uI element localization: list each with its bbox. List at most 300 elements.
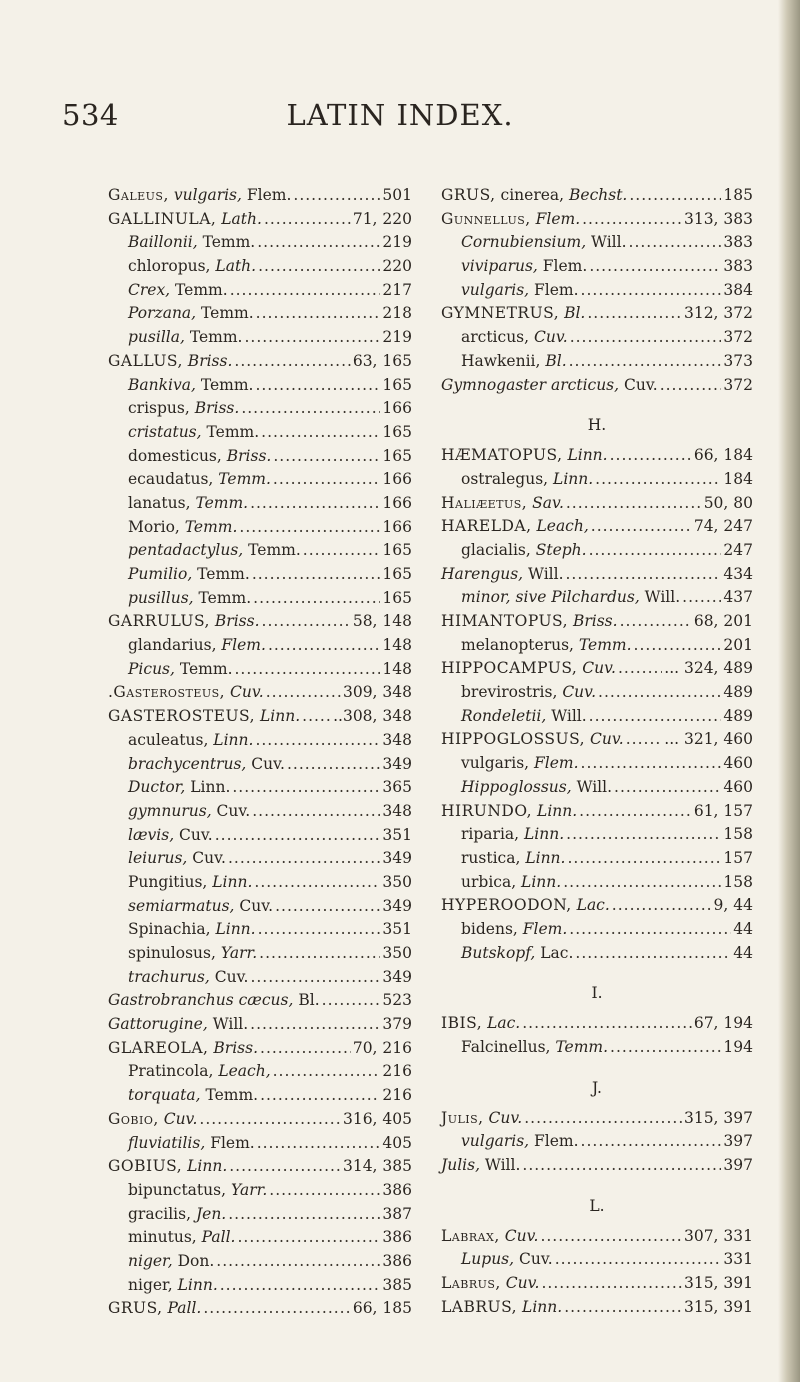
page-reference: 314, 385 — [342, 1157, 412, 1176]
entry-name: lævis, Cuv. — [128, 825, 213, 844]
page-reference: 365 — [382, 778, 412, 797]
entry-name: GALLUS, Briss. — [108, 351, 233, 370]
leader-dots — [626, 728, 663, 752]
entry-name: spinulosus, Yarr. — [128, 944, 258, 962]
entry-name: Julis, Will. — [441, 1156, 521, 1175]
entry-name: torquata, Temm. — [128, 1086, 259, 1105]
page-reference: 316, 405 — [342, 1109, 412, 1128]
leader-dots — [220, 1274, 381, 1298]
entry-name: Spinachia, Linn. — [128, 920, 256, 939]
entry-name: niger, Linn. — [128, 1275, 218, 1294]
page-reference: 216 — [382, 1062, 412, 1081]
leader-dots — [522, 1154, 721, 1178]
entry-name: Pumilio, Temm. — [128, 565, 250, 583]
entry-name: Ductor, Linn. — [128, 778, 231, 797]
page-reference: 166 — [382, 470, 412, 489]
entry-name: Gastrobranchus cæcus, Bl. — [108, 991, 320, 1010]
leader-dots — [250, 1013, 380, 1037]
index-entry — [441, 800, 753, 824]
leader-dots — [322, 989, 381, 1013]
entry-name: GLAREOLA, Briss. — [108, 1038, 259, 1057]
index-entry — [108, 918, 412, 942]
page-reference: 148 — [382, 636, 412, 655]
leader-dots — [629, 231, 722, 255]
page-reference: 66, 185 — [352, 1299, 412, 1318]
leader-dots — [564, 1296, 682, 1320]
page-reference: 349 — [382, 967, 412, 986]
index-entry — [441, 492, 753, 516]
page-reference: 307, 331 — [683, 1226, 753, 1245]
index-entry — [108, 1060, 412, 1084]
page-reference: 313, 383 — [683, 209, 753, 228]
leader-dots — [241, 397, 380, 421]
leader-dots — [255, 729, 380, 753]
page-reference: 350 — [382, 872, 412, 891]
leader-dots — [581, 752, 722, 776]
page-reference: 523 — [382, 991, 412, 1010]
index-entry — [441, 231, 753, 255]
page-reference: 315, 397 — [683, 1108, 753, 1127]
entry-name: vulgaris, Flem. — [461, 1132, 579, 1151]
entry-name: trachurus, Cuv. — [128, 967, 249, 986]
leader-dots — [634, 634, 722, 658]
index-entry — [441, 279, 753, 303]
leader-dots — [234, 350, 350, 374]
entry-name: pusilla, Temm. — [128, 328, 243, 347]
page-reference: 350 — [382, 944, 412, 962]
page-reference: 373 — [723, 351, 753, 370]
entry-name: aculeatus, Linn. — [128, 730, 254, 749]
index-entry — [108, 184, 412, 208]
page-reference: 247 — [723, 540, 753, 559]
page-reference: 158 — [723, 825, 753, 844]
page-reference: ... 321, 460 — [664, 730, 753, 749]
page-reference: 387 — [382, 1204, 412, 1223]
leader-dots — [614, 776, 721, 800]
index-entry — [108, 1108, 412, 1132]
page-reference: 165 — [382, 375, 412, 394]
entry-name: ostralegus, Linn. — [461, 469, 594, 488]
page-reference: 63, 165 — [352, 351, 412, 370]
leader-dots — [287, 753, 380, 777]
index-entry — [108, 516, 412, 540]
leader-dots — [215, 824, 381, 848]
page-reference: 201 — [723, 635, 753, 654]
entry-name: HARELDA, Leach, — [441, 517, 589, 536]
entry-name: Cornubiensium, Will. — [461, 233, 627, 252]
index-entry — [108, 468, 412, 492]
index-entry — [441, 681, 753, 705]
section-letter: I. — [591, 984, 603, 1003]
leader-dots — [260, 1084, 380, 1108]
index-entry — [441, 374, 753, 398]
page-reference: 397 — [723, 1156, 753, 1175]
entry-name: melanopterus, Temm. — [461, 635, 632, 654]
entry-name: Julis, Cuv. — [441, 1108, 523, 1127]
page-reference: 383 — [723, 257, 753, 276]
page-reference: 165 — [382, 588, 412, 607]
index-entry — [441, 208, 753, 232]
page-reference: ... 324, 489 — [664, 659, 753, 678]
entry-name: GASTEROSTEUS, Linn. — [108, 707, 301, 726]
entry-name: niger, Don. — [128, 1251, 215, 1270]
index-entry — [108, 681, 412, 705]
entry-name: HIPPOCAMPUS, Cuv. — [441, 659, 616, 678]
index-entry — [108, 1250, 412, 1274]
page-reference: 44 — [733, 919, 753, 938]
leader-dots — [228, 1203, 380, 1227]
index-entry — [441, 1012, 753, 1036]
entry-name: IBIS, Lac. — [441, 1014, 521, 1033]
leader-dots — [232, 776, 380, 800]
page-reference: 349 — [382, 849, 412, 868]
index-entry — [108, 208, 412, 232]
index-entry — [108, 1037, 412, 1061]
leader-dots — [581, 1130, 722, 1154]
page-reference: 460 — [723, 777, 753, 796]
leader-dots — [250, 492, 380, 516]
leader-dots — [589, 539, 722, 563]
leader-dots — [250, 966, 380, 990]
index-entry — [108, 989, 412, 1013]
entry-name: Gymnogaster arcticus, Cuv. — [441, 375, 658, 394]
index-entry — [441, 1248, 753, 1272]
page-reference: 315, 391 — [683, 1274, 753, 1293]
entry-name: HIRUNDO, Linn. — [441, 801, 578, 820]
entry-name: Bankiva, Temm. — [128, 375, 254, 394]
entry-name: glandarius, Flem. — [128, 636, 266, 655]
page-reference: 165 — [382, 422, 412, 441]
entry-name: Hippoglossus, Will. — [461, 777, 613, 796]
index-column-right — [441, 184, 753, 1320]
leader-dots — [303, 539, 381, 563]
leader-dots — [244, 326, 380, 350]
leader-dots — [239, 516, 380, 540]
page-reference: 384 — [723, 280, 753, 299]
entry-name: Labrus, Cuv. — [441, 1274, 540, 1293]
leader-dots — [555, 1248, 722, 1272]
index-entry — [441, 776, 753, 800]
page-reference: 219 — [382, 328, 412, 347]
entry-name: HIPPOGLOSSUS, Cuv. — [441, 730, 624, 749]
entry-name: crispus, Briss. — [128, 399, 240, 418]
page-reference: 194 — [723, 1038, 753, 1056]
index-entry — [108, 255, 412, 279]
index-entry — [441, 823, 753, 847]
page-reference: 386 — [382, 1180, 412, 1199]
page-reference: 309, 348 — [342, 683, 412, 702]
index-entry — [441, 894, 753, 918]
entry-name: bidens, Flem. — [461, 919, 568, 938]
entry-name: HIMANTOPUS, Briss. — [441, 612, 618, 630]
page-reference: 165 — [382, 541, 412, 560]
entry-name: cristatus, Temm. — [128, 422, 260, 441]
page-reference: ..308, 348 — [333, 707, 412, 726]
leader-dots — [567, 847, 721, 871]
entry-name: Porzana, Temm. — [128, 304, 254, 323]
index-entry — [108, 966, 412, 990]
leader-dots — [216, 1250, 380, 1274]
leader-dots — [566, 823, 721, 847]
index-entry — [108, 231, 412, 255]
page-reference: 218 — [382, 304, 412, 323]
leader-dots — [293, 184, 380, 208]
page-reference: 166 — [382, 517, 412, 536]
page-header — [0, 98, 800, 138]
leader-dots — [230, 279, 381, 303]
leader-dots — [273, 468, 381, 492]
page-reference: 74, 247 — [693, 517, 753, 536]
entry-name: minutus, Pall. — [128, 1228, 236, 1247]
index-entry — [108, 895, 412, 919]
leader-dots — [256, 302, 381, 326]
index-entry — [441, 918, 753, 942]
index-entry — [108, 1084, 412, 1108]
index-entry — [441, 1296, 753, 1320]
index-entry — [108, 729, 412, 753]
index-entry — [441, 255, 753, 279]
page-reference: 315, 391 — [683, 1297, 753, 1316]
index-entry — [108, 1132, 412, 1156]
leader-dots — [266, 681, 341, 705]
leader-dots — [575, 942, 731, 966]
entry-name: GRUS, cinerea, Bechst. — [441, 186, 628, 204]
page-reference: 348 — [382, 801, 412, 820]
index-entry — [441, 728, 753, 752]
entry-name: Gattorugine, Will. — [108, 1015, 249, 1034]
index-entry — [108, 492, 412, 516]
index-entry — [108, 634, 412, 658]
leader-dots — [589, 705, 722, 729]
page-reference: 437 — [723, 588, 753, 607]
page-reference: 386 — [382, 1251, 412, 1270]
leader-dots — [610, 1036, 721, 1060]
index-entry — [108, 705, 412, 729]
leader-dots — [570, 326, 722, 350]
index-entry — [441, 847, 753, 871]
index-entry — [441, 1154, 753, 1178]
index-entry — [108, 350, 412, 374]
index-entry — [108, 1013, 412, 1037]
page-reference: 501 — [382, 186, 412, 204]
leader-dots — [252, 800, 380, 824]
page-reference: 219 — [382, 233, 412, 252]
entry-name: fluviatilis, Flem. — [128, 1133, 255, 1152]
entry-name: brachycentrus, Cuv. — [128, 754, 285, 773]
leader-dots — [660, 374, 722, 398]
entry-name: viviparus, Flem. — [461, 257, 588, 276]
leader-dots — [582, 208, 682, 232]
leader-dots — [254, 871, 380, 895]
leader-dots — [566, 492, 702, 516]
index-entry — [108, 1297, 412, 1321]
entry-name: domesticus, Briss. — [128, 446, 272, 465]
index-entry — [108, 421, 412, 445]
entry-name: Picus, Temm. — [128, 659, 233, 678]
leader-dots — [268, 634, 380, 658]
page-reference: 165 — [382, 446, 412, 465]
entry-name: bipunctatus, Yarr. — [128, 1180, 268, 1199]
leader-dots — [620, 610, 692, 634]
index-entry — [108, 824, 412, 848]
leader-dots — [228, 847, 380, 871]
index-entry — [441, 326, 753, 350]
entry-name: Gobio, Cuv. — [108, 1109, 198, 1128]
leader-dots — [261, 421, 380, 445]
leader-dots — [275, 895, 380, 919]
index-entry — [441, 657, 753, 681]
page-reference: 372 — [723, 375, 753, 394]
index-entry — [108, 658, 412, 682]
leader-dots — [522, 1012, 692, 1036]
entry-name: LABRUS, Linn. — [441, 1297, 563, 1316]
leader-dots — [269, 1179, 380, 1203]
entry-name: semiarmatus, Cuv. — [128, 896, 274, 915]
page-reference: 349 — [382, 896, 412, 915]
leader-dots — [618, 657, 662, 681]
page-reference: 165 — [382, 565, 412, 583]
index-entry — [108, 847, 412, 871]
leader-dots — [235, 658, 381, 682]
entry-name: vulgaris, Flem. — [461, 280, 579, 299]
leader-dots — [682, 586, 721, 610]
page-title: LATIN INDEX. — [286, 98, 514, 132]
entry-name: Pungitius, Linn. — [128, 872, 253, 891]
leader-dots — [612, 894, 712, 918]
entry-name: Crex, Temm. — [128, 280, 228, 299]
entry-name: Rondeletii, Will. — [461, 706, 587, 725]
leader-dots — [257, 231, 380, 255]
page-reference: 158 — [723, 872, 753, 891]
index-entry — [108, 776, 412, 800]
page-reference: 66, 184 — [693, 446, 753, 465]
entry-name: riparia, Linn. — [461, 825, 565, 844]
page-reference: 460 — [723, 754, 753, 773]
leader-dots — [262, 610, 351, 634]
entry-name: GALLINULA, Lath. — [108, 209, 262, 228]
index-entry — [441, 610, 753, 634]
leader-dots — [587, 302, 682, 326]
index-entry — [441, 634, 753, 658]
leader-dots — [260, 1037, 351, 1061]
leader-dots — [203, 1297, 350, 1321]
index-entry — [441, 350, 753, 374]
entry-name: Hawkenii, Bl. — [461, 351, 567, 370]
leader-dots — [569, 918, 731, 942]
index-entry — [108, 302, 412, 326]
index-entry — [441, 752, 753, 776]
leader-dots — [563, 871, 721, 895]
leader-dots — [259, 942, 380, 966]
entry-name: glacialis, Steph. — [461, 540, 587, 559]
index-entry — [108, 871, 412, 895]
index-entry — [108, 1203, 412, 1227]
leader-dots — [255, 374, 380, 398]
page-reference: 216 — [382, 1086, 412, 1105]
entry-name: Pratincola, Leach, — [128, 1062, 271, 1081]
section-letter: J. — [592, 1078, 602, 1097]
index-entry — [108, 539, 412, 563]
leader-dots — [264, 208, 351, 232]
index-entry — [108, 326, 412, 350]
index-entry — [441, 1272, 753, 1296]
entry-name: chloropus, Lath. — [128, 257, 257, 276]
page-reference: 184 — [723, 469, 753, 488]
index-entry — [108, 279, 412, 303]
index-entry — [441, 586, 753, 610]
page-reference: 70, 216 — [352, 1038, 412, 1057]
page-reference: 312, 372 — [683, 304, 753, 323]
entry-name: ecaudatus, Temm. — [128, 470, 271, 489]
leader-dots — [589, 255, 721, 279]
page-reference: 351 — [382, 920, 412, 939]
page-reference: 9, 44 — [713, 896, 753, 915]
page-reference: 61, 157 — [693, 801, 753, 820]
page-reference: 379 — [382, 1015, 412, 1034]
entry-name: vulgaris, Flem. — [461, 754, 579, 773]
leader-dots — [541, 1272, 682, 1296]
index-entry — [108, 587, 412, 611]
page-reference: 385 — [382, 1275, 412, 1294]
section-letter: L. — [589, 1196, 605, 1215]
entry-name: Butskopf, Lac. — [461, 943, 574, 962]
page-reference: 220 — [382, 257, 412, 276]
index-entry — [441, 539, 753, 563]
page-reference: 217 — [382, 280, 412, 299]
page-reference: 148 — [382, 659, 412, 678]
page-reference: 67, 194 — [693, 1014, 753, 1033]
section-letter: H. — [587, 416, 607, 435]
entry-name: urbica, Linn. — [461, 872, 562, 891]
index-entry — [441, 563, 753, 587]
page-reference: 348 — [382, 730, 412, 749]
entry-name: Falcinellus, Temm. — [461, 1038, 609, 1056]
leader-dots — [258, 918, 381, 942]
entry-name: lanatus, Temm. — [128, 493, 249, 512]
leader-dots — [569, 350, 722, 374]
page-reference: 71, 220 — [352, 209, 412, 228]
leader-dots — [581, 279, 722, 303]
index-entry — [441, 1130, 753, 1154]
page-reference: 157 — [723, 848, 753, 867]
page-edge-shadow — [778, 0, 800, 1382]
page-reference: 166 — [382, 493, 412, 512]
page-reference: 166 — [382, 399, 412, 418]
page-reference: 44 — [733, 943, 753, 962]
entry-name: brevirostris, Cuv. — [461, 683, 597, 702]
page-reference: 58, 148 — [352, 612, 412, 631]
entry-name: Labrax, Cuv. — [441, 1226, 539, 1245]
page-reference: 489 — [723, 683, 753, 702]
index-entry — [441, 468, 753, 492]
page-reference: 397 — [723, 1132, 753, 1151]
leader-dots — [273, 445, 380, 469]
leader-dots — [610, 444, 692, 468]
entry-name: GARRULUS, Briss. — [108, 612, 260, 631]
page-reference: 386 — [382, 1228, 412, 1247]
entry-name: Gunnellus, Flem. — [441, 209, 581, 228]
index-entry — [441, 1225, 753, 1249]
page-reference: 372 — [723, 328, 753, 347]
leader-dots — [199, 1108, 341, 1132]
entry-name: Baillonii, Temm. — [128, 233, 256, 252]
leader-dots — [598, 681, 721, 705]
leader-dots — [579, 800, 692, 824]
page-reference: 383 — [723, 233, 753, 252]
entry-name: GOBIUS, Linn. — [108, 1157, 228, 1176]
leader-dots — [253, 587, 380, 611]
leader-dots — [540, 1225, 682, 1249]
